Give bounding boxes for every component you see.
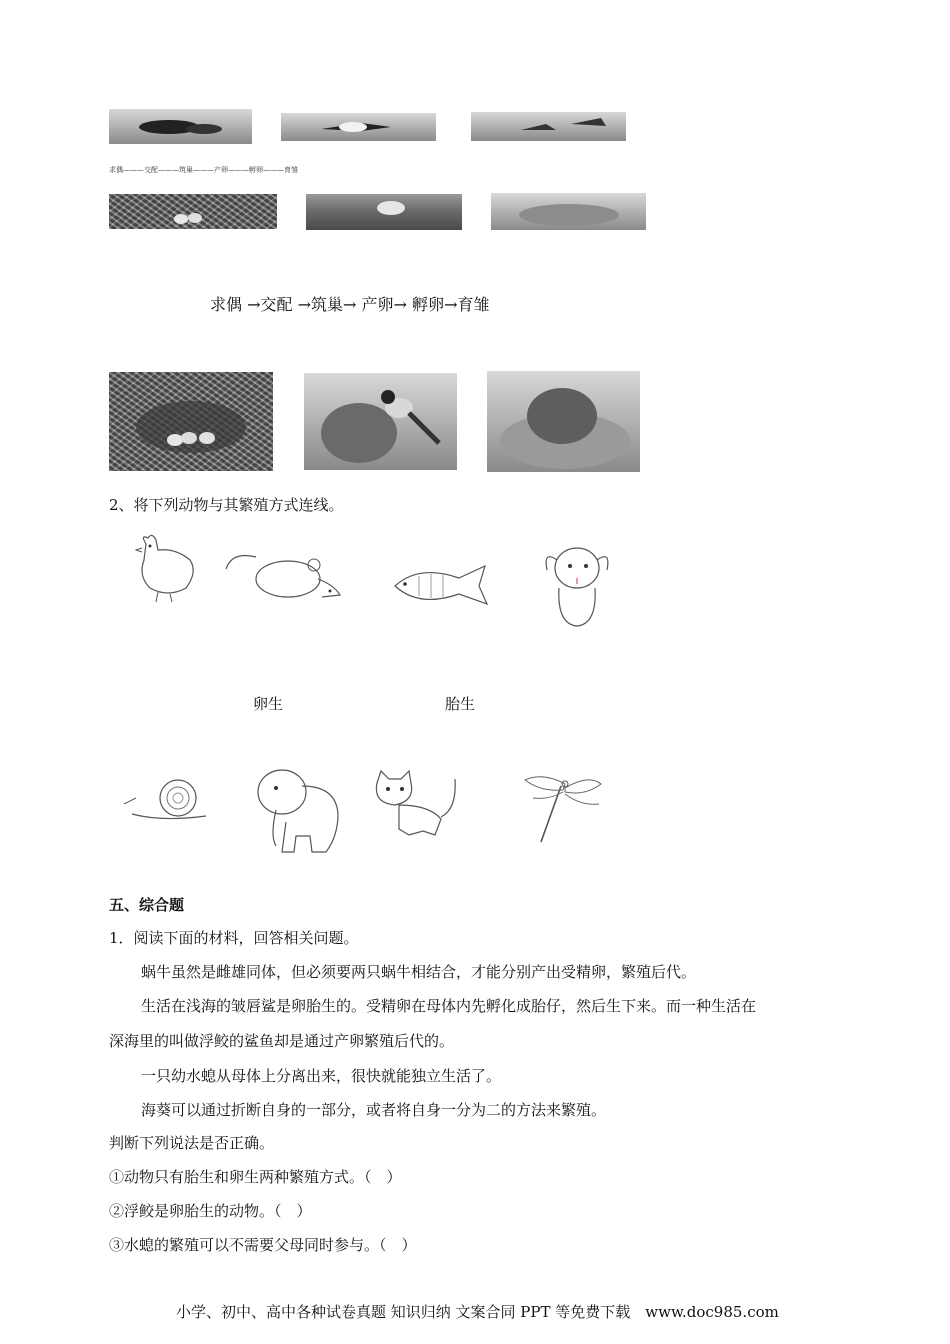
flow-step: →筑巢→ — [297, 295, 357, 314]
bird-icon — [304, 373, 457, 470]
label-oviparous: 卵生 — [253, 695, 284, 713]
bird-silhouette-icon — [281, 113, 436, 141]
page-footer: 小学、初中、高中各种试卷真题 知识归纳 文案合同 PPT 等免费下载 www.doc985.com — [176, 1303, 779, 1321]
fish-icon — [389, 560, 491, 612]
breeding-flow — [210, 292, 489, 315]
paragraph: 一只幼水螅从母体上分离出来，很快就能独立生活了。 — [141, 1067, 502, 1085]
statement-2: ②浮鲛是卵胎生的动物。（ ） — [109, 1202, 312, 1220]
nest-icon — [487, 371, 640, 472]
photo-eggs-in-nest — [109, 372, 273, 471]
elephant-icon — [246, 766, 346, 858]
mouse-icon — [222, 541, 347, 611]
flow-step: 孵卵→育雏 — [412, 295, 490, 314]
flow-step: 求偶 — [210, 295, 243, 314]
bird-silhouette-icon — [109, 109, 252, 144]
label-viviparous: 胎生 — [445, 695, 476, 713]
photo-eggs-small — [109, 194, 277, 229]
bird-icon — [306, 194, 462, 230]
photo-weaver-bird-nest — [304, 373, 457, 470]
statement-1: ①动物只有胎生和卵生两种繁殖方式。（ ） — [109, 1168, 402, 1186]
section-heading: 五、综合题 — [109, 896, 185, 914]
question-1-intro: 1．阅读下面的材料，回答相关问题。 — [109, 929, 359, 947]
nest-icon — [491, 193, 646, 230]
photo-nest-building — [471, 112, 626, 141]
hen-icon — [128, 532, 203, 604]
snail-icon — [122, 776, 210, 826]
photo-courtship — [109, 109, 252, 144]
paragraph: 蜗牛虽然是雌雄同体，但必须要两只蜗牛相结合，才能分别产出受精卵，繁殖后代。 — [141, 963, 697, 981]
top-strip-caption: 求偶———交配———筑巢———产卵———孵卵———育雏 — [109, 166, 298, 174]
paragraph: 海葵可以通过折断自身的一部分，或者将自身一分为二的方法来繁殖。 — [141, 1101, 607, 1119]
egg-icon — [109, 194, 277, 229]
photo-hen-on-nest — [487, 371, 640, 472]
dragonfly-icon — [519, 770, 605, 846]
photo-hatching-small — [491, 193, 646, 230]
flow-step: 产卵→ — [361, 295, 407, 314]
flow-step: →交配 — [247, 295, 293, 314]
question-2: 2、将下列动物与其繁殖方式连线。 — [109, 496, 344, 514]
bird-silhouette-icon — [471, 112, 626, 141]
paragraph: 生活在浅海的皱唇鲨是卵胎生的。受精卵在母体内先孵化成胎仔，然后生下来。而一种生活在 — [141, 997, 757, 1015]
statement-3: ③水螅的繁殖可以不需要父母同时参与。（ ） — [109, 1236, 417, 1254]
egg-icon — [109, 372, 273, 471]
puppy-icon — [537, 538, 617, 630]
judge-prompt: 判断下列说法是否正确。 — [109, 1134, 275, 1152]
cat-icon — [369, 769, 463, 844]
paragraph: 深海里的叫做浮鲛的鲨鱼却是通过产卵繁殖后代的。 — [109, 1032, 455, 1050]
photo-bird-nest-small — [306, 194, 462, 230]
photo-mating — [281, 113, 436, 141]
